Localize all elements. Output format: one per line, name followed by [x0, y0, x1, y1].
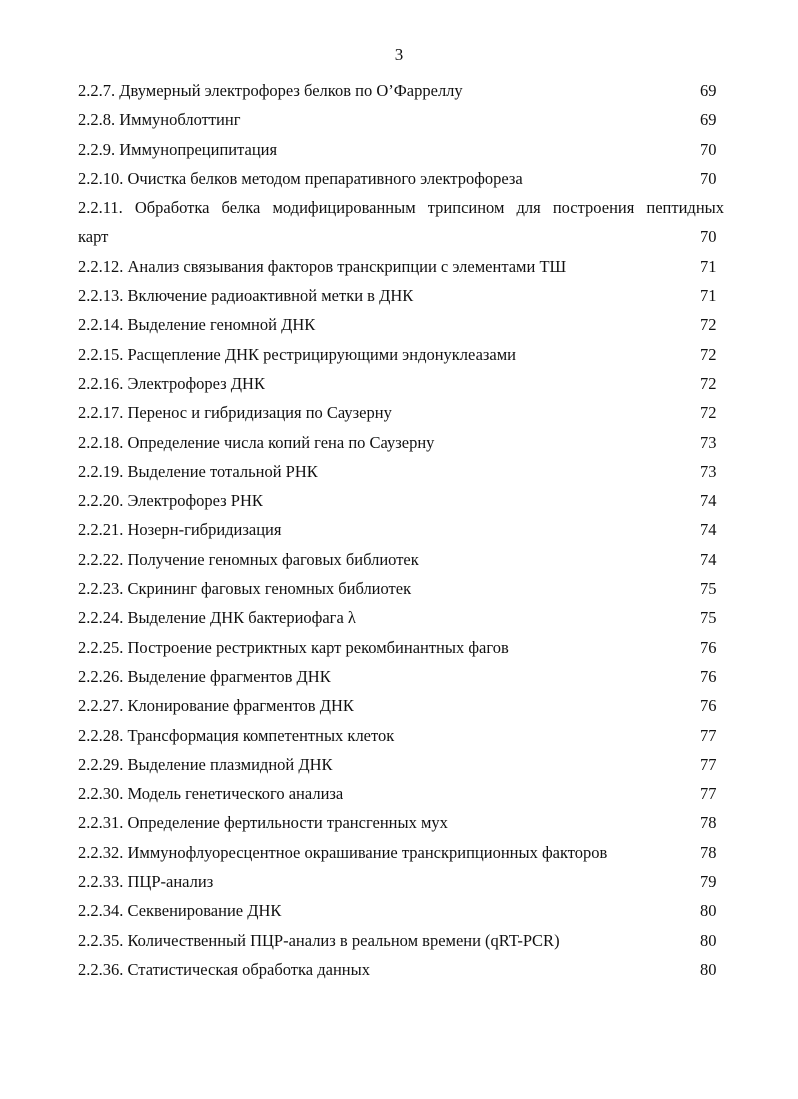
- toc-entry-page: 69: [700, 110, 717, 130]
- toc-entry-title: 2.2.14. Выделение геномной ДНК: [78, 315, 316, 335]
- toc-entry: [78, 867, 728, 896]
- toc-entry-page: 70: [700, 168, 717, 188]
- toc-entry-page: 75: [700, 579, 717, 599]
- toc-entry: [78, 545, 728, 574]
- toc-entry-title: 2.2.35. Количественный ПЦР-анализ в реальном времени (qRT-PCR): [78, 930, 560, 950]
- toc-entry: [78, 896, 728, 925]
- toc-entry-page: 78: [700, 842, 717, 862]
- toc-entry: [78, 779, 728, 808]
- toc-entry-page: 69: [700, 81, 717, 100]
- toc-entry-title: 2.2.8. Иммуноблоттинг: [78, 110, 241, 130]
- toc-entry: [78, 281, 728, 310]
- toc-entry-title: 2.2.9. Иммунопреципитация: [78, 139, 278, 159]
- toc-entry: [78, 838, 728, 867]
- toc-entry: [78, 662, 728, 691]
- toc-entry-title: 2.2.12. Анализ связывания факторов транскрипции с элементами ТШ: [78, 256, 567, 276]
- toc-entry-title: 2.2.7. Двумерный электрофорез белков по О’Фарреллу: [78, 81, 463, 100]
- toc-entry: [78, 486, 728, 515]
- toc-entry: [78, 164, 728, 193]
- toc-entry: [78, 105, 728, 134]
- toc-entry: [78, 340, 728, 369]
- toc-entry-title: 2.2.15. Расщепление ДНК рестрицирующими эндонуклеазами: [78, 344, 516, 364]
- toc-entry-page: 76: [700, 637, 717, 657]
- toc-entry: [78, 603, 728, 632]
- toc-entry-title: 2.2.26. Выделение фрагментов ДНК: [78, 666, 331, 686]
- toc-entry-page: 73: [700, 461, 717, 481]
- toc-entry-title-line1: 2.2.11. Обработка белка модифицированным трипсином для построения пептидных: [78, 198, 724, 218]
- toc-entry: [78, 750, 728, 779]
- toc-entry: [78, 76, 728, 105]
- toc-entry: [78, 310, 728, 339]
- toc-entry-page: 71: [700, 256, 717, 276]
- toc-entry-page: 76: [700, 666, 717, 686]
- toc-entry: [78, 457, 728, 486]
- toc-entry-page: 74: [700, 520, 717, 540]
- toc-entry-title: 2.2.22. Получение геномных фаговых библиотек: [78, 549, 419, 569]
- toc-entry: [78, 252, 728, 281]
- page-number: 3: [394, 45, 404, 64]
- toc-entry-page: 80: [700, 959, 717, 979]
- toc-entry-title: 2.2.30. Модель генетического анализа: [78, 784, 344, 804]
- toc-entry-page: 70: [700, 139, 717, 159]
- toc-entry-title: 2.2.13. Включение радиоактивной метки в ДНК: [78, 286, 414, 306]
- toc-entry-title: 2.2.34. Секвенирование ДНК: [78, 901, 282, 921]
- toc-entry-page: 77: [700, 784, 717, 804]
- toc-entry-title: 2.2.32. Иммунофлуоресцентное окрашивание транскрипционных факторов: [78, 842, 608, 862]
- toc-entry: [78, 633, 728, 662]
- toc-entry: [78, 808, 728, 837]
- toc-entry-page: 77: [700, 754, 717, 774]
- toc-entry: [78, 369, 728, 398]
- toc-entry: [78, 691, 728, 720]
- toc-entry-title: 2.2.18. Определение числа копий гена по Саузерну: [78, 432, 435, 452]
- toc-entry-title: 2.2.19. Выделение тотальной РНК: [78, 461, 318, 481]
- toc-entry: [78, 955, 728, 984]
- toc-entry: [78, 193, 728, 252]
- toc-entry-title: 2.2.29. Выделение плазмидной ДНК: [78, 754, 333, 774]
- toc-entry-page: 76: [700, 696, 717, 716]
- toc-entry: [78, 721, 728, 750]
- toc-entry-title: 2.2.23. Скрининг фаговых геномных библиотек: [78, 579, 412, 599]
- toc-entry-page: 78: [700, 813, 717, 833]
- toc-entry-page: 80: [700, 930, 717, 950]
- toc-entry-title: 2.2.17. Перенос и гибридизация по Саузерну: [78, 403, 392, 423]
- toc-entry-page: 74: [700, 549, 717, 569]
- toc-entry: [78, 926, 728, 955]
- toc-entry-title: 2.2.36. Статистическая обработка данных: [78, 959, 370, 979]
- toc-entry-title: 2.2.28. Трансформация компетентных клеток: [78, 725, 395, 745]
- toc-entry: [78, 135, 728, 164]
- toc-entry-title: 2.2.24. Выделение ДНК бактериофага λ: [78, 608, 356, 628]
- toc-entry-page: 75: [700, 608, 717, 628]
- toc-entry-page: 72: [700, 344, 717, 364]
- toc-entry-title: 2.2.31. Определение фертильности трансгенных мух: [78, 813, 448, 833]
- table-of-contents: [78, 76, 728, 984]
- toc-entry-page: 72: [700, 403, 717, 423]
- toc-entry: [78, 398, 728, 427]
- toc-entry-page: 72: [700, 373, 717, 393]
- toc-entry: [78, 574, 728, 603]
- toc-entry-page: 70: [700, 227, 717, 247]
- toc-entry-title: 2.2.27. Клонирование фрагментов ДНК: [78, 696, 354, 716]
- toc-entry-title: 2.2.16. Электрофорез ДНК: [78, 373, 265, 393]
- toc-entry-page: 71: [700, 286, 717, 306]
- toc-entry-title: 2.2.10. Очистка белков методом препаративного электрофореза: [78, 168, 523, 188]
- toc-entry-title: 2.2.25. Построение рестриктных карт рекомбинантных фагов: [78, 637, 509, 657]
- toc-entry-page: 72: [700, 315, 717, 335]
- toc-entry-page: 73: [700, 432, 717, 452]
- toc-entry: [78, 515, 728, 544]
- toc-entry-page: 80: [700, 901, 717, 921]
- toc-entry-page: 79: [700, 872, 717, 892]
- toc-entry-page: 74: [700, 491, 717, 511]
- toc-entry-page: 77: [700, 725, 717, 745]
- toc-entry-title: 2.2.21. Нозерн-гибридизация: [78, 520, 282, 540]
- toc-entry-title-line2: карт: [78, 227, 109, 247]
- toc-entry-title: 2.2.33. ПЦР-анализ: [78, 872, 214, 892]
- toc-entry-title: 2.2.20. Электрофорез РНК: [78, 491, 263, 511]
- toc-entry: [78, 428, 728, 457]
